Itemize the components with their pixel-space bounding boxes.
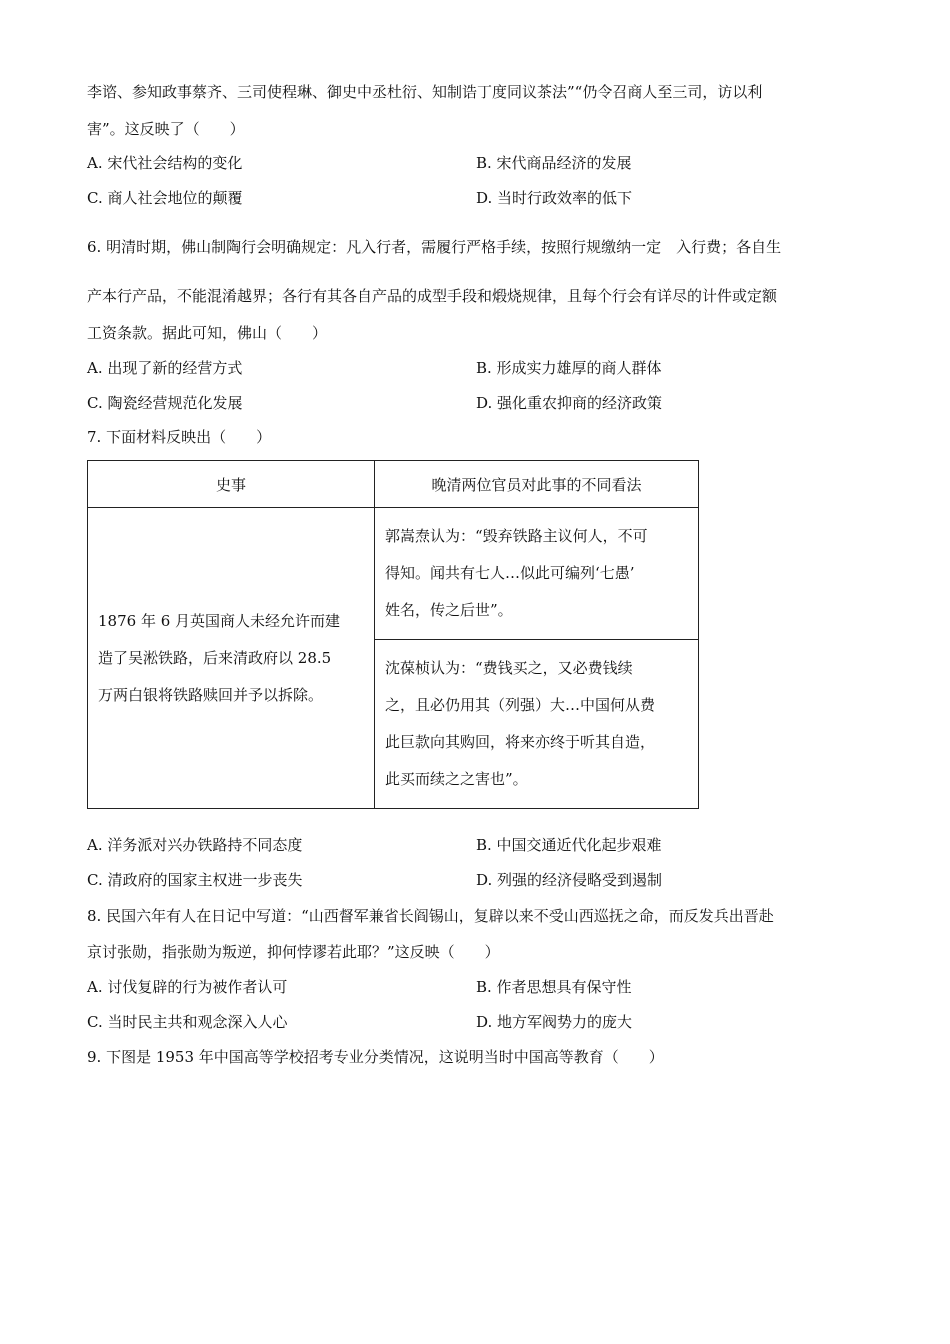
q6-option-b[interactable]: B. 形成实力雄厚的商人群体 (476, 359, 662, 377)
q5-option-d[interactable]: D. 当时行政效率的低下 (476, 189, 633, 207)
q5-option-a[interactable]: A. 宋代社会结构的变化 (87, 154, 243, 172)
q8-option-b[interactable]: B. 作者思想具有保守性 (476, 978, 632, 996)
event-line: 造了吴淞铁路，后来清政府以 28.5 (98, 648, 332, 667)
q7-option-d[interactable]: D. 列强的经济侵略受到遏制 (476, 871, 663, 889)
q5-stem-line1: 李谘、参知政事蔡齐、三司使程琳、御史中丞杜衍、知制诰丁度同议茶法”“仍令召商人至三司，访以利 (87, 83, 763, 101)
table-header-event: 史事 (88, 461, 375, 508)
table-cell-event (88, 508, 375, 809)
q7-stem: 7. 下面材料反映出（ ） (87, 428, 272, 446)
table-cell-shen-baozhen-view (375, 640, 699, 809)
q5-stem-line2: 害”。这反映了（ ） (87, 120, 245, 138)
q6-option-c[interactable]: C. 陶瓷经营规范化发展 (87, 394, 243, 412)
q7-material-table (87, 460, 699, 809)
event-line: 1876 年 6 月英国商人未经允许而建 (98, 611, 341, 630)
q8-option-a[interactable]: A. 讨伐复辟的行为被作者认可 (87, 978, 288, 996)
q8-stem-line1: 8. 民国六年有人在日记中写道：“山西督军兼省长阎锡山，复辟以来不受山西巡抚之命，而反发兵出晋赴 (87, 907, 774, 925)
q6-option-a[interactable]: A. 出现了新的经营方式 (87, 359, 243, 377)
view2-line: 此巨款向其购回，将来亦终于听其自造， (385, 733, 656, 751)
view2-line: 此买而续之之害也”。 (385, 770, 528, 788)
q5-option-c[interactable]: C. 商人社会地位的颠覆 (87, 189, 243, 207)
view1-line: 郭嵩焘认为：“毁弃铁路主议何人，不可 (385, 527, 648, 545)
table-header-views: 晚清两位官员对此事的不同看法 (375, 461, 699, 508)
q9-stem: 9. 下图是 1953 年中国高等学校招考专业分类情况，这说明当时中国高等教育（ ） (87, 1048, 664, 1066)
event-line: 万两白银将铁路赎回并予以拆除。 (98, 685, 324, 704)
table-cell-guo-songtao-view (375, 508, 699, 640)
view2-line: 之，且必仍用其（列强）大…中国何从费 (385, 696, 656, 714)
q6-stem-line3: 工资条款。据此可知，佛山（ ） (87, 324, 328, 342)
q7-option-c[interactable]: C. 清政府的国家主权进一步丧失 (87, 871, 303, 889)
q5-option-b[interactable]: B. 宋代商品经济的发展 (476, 154, 632, 172)
q7-option-a[interactable]: A. 洋务派对兴办铁路持不同态度 (87, 836, 303, 854)
q8-option-c[interactable]: C. 当时民主共和观念深入人心 (87, 1013, 288, 1031)
q6-option-d[interactable]: D. 强化重农抑商的经济政策 (476, 394, 663, 412)
q8-stem-line2: 京讨张勋，指张勋为叛逆，抑何悖谬若此耶？”这反映（ ） (87, 943, 500, 961)
q7-option-b[interactable]: B. 中国交通近代化起步艰难 (476, 836, 662, 854)
view2-line: 沈葆桢认为：“费钱买之，又必费钱续 (385, 659, 633, 677)
view1-line: 得知。闻共有七人…似此可编列‘七愚’ (385, 564, 635, 582)
q8-option-d[interactable]: D. 地方军阀势力的庞大 (476, 1013, 633, 1031)
q6-stem-line2: 产本行产品，不能混淆越界；各行有其各自产品的成型手段和煅烧规律，且每个行会有详尽的计件或定额 (87, 287, 778, 305)
q6-stem-line1: 6. 明清时期，佛山制陶行会明确规定：凡入行者，需履行严格手续，按照行规缴纳一定 入行费；各自生 (87, 238, 782, 256)
view1-line: 姓名，传之后世”。 (385, 601, 513, 619)
